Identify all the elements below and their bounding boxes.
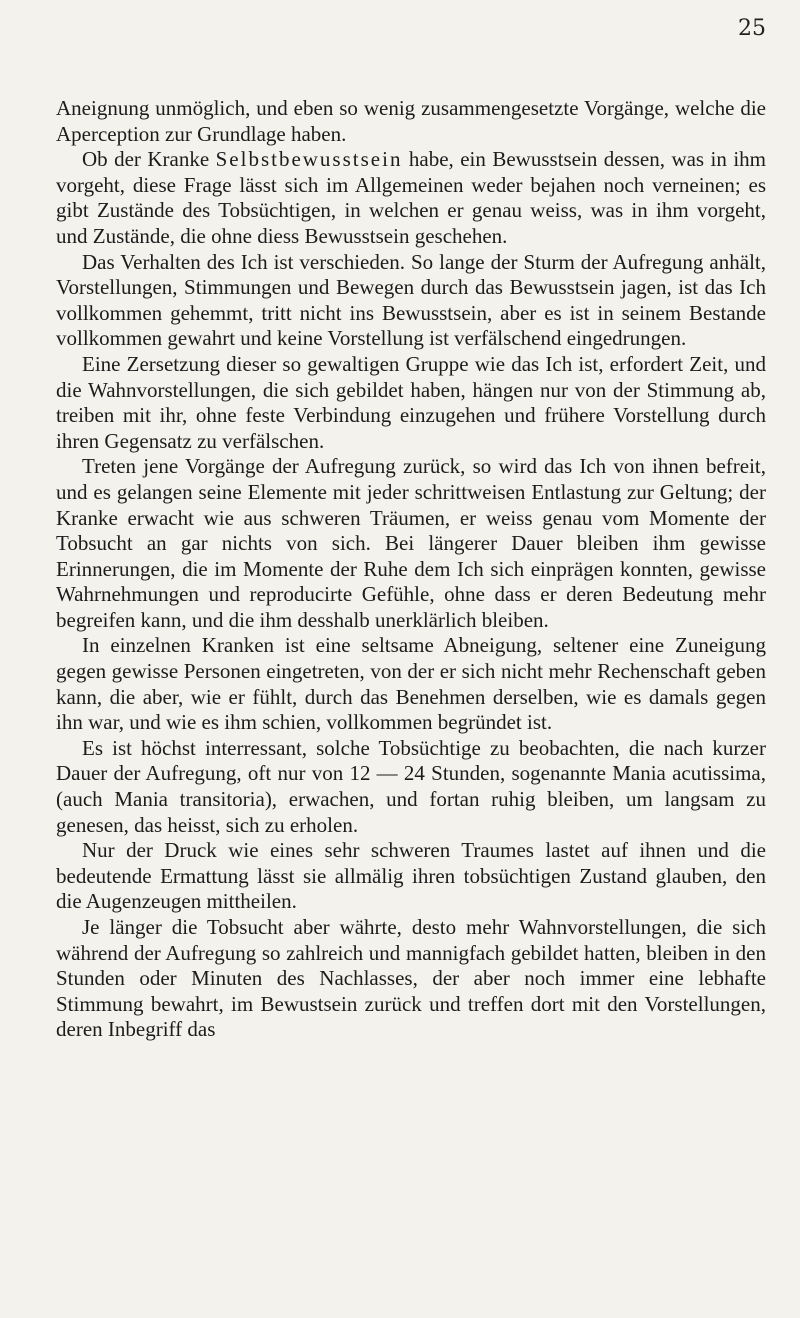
- body-text: [56, 96, 766, 1043]
- paragraph-8: Nur der Druck wie eines sehr schweren Traumes lastet auf ihnen und die bedeutende Ermattung lässt sie allmälig ihren tobsüchtigen Zustand glauben, den die Augenzeugen mittheilen.: [56, 838, 766, 914]
- paragraph-6: In einzelnen Kranken ist eine seltsame Abneigung, seltener eine Zuneigung gegen gewisse Personen eingetreten, von der er sich nicht mehr Rechenschaft geben kann, die aber, wie er fühlt, durch das Benehmen derselben, wie es damals gegen ihn war, und wie es ihm schien, vollkommen begründet ist.: [56, 633, 766, 735]
- paragraph-2: [56, 147, 766, 249]
- paragraph-3: Das Verhalten des Ich ist verschieden. So lange der Sturm der Aufregung anhält, Vorstellungen, Stimmungen und Bewegen durch das Bewusstsein jagen, ist das Ich vollkommen gehemmt, tritt nicht ins Bewusstsein, aber es ist in seinem Bestande vollkommen gewahrt und keine Vorstellung ist verfälschend eingedrungen.: [56, 249, 766, 351]
- paragraph-7: Es ist höchst interressant, solche Tobsüchtige zu beobachten, die nach kurzer Dauer der Aufregung, oft nur von 12 — 24 Stunden, sogenannte Mania acutissima, (auch Mania transitoria), erwachen, und fortan ruhig bleiben, um langsam zu genesen, das heisst, sich zu erholen.: [56, 735, 766, 837]
- paragraph-9: Je länger die Tobsucht aber währte, desto mehr Wahnvorstellungen, die sich während der Aufregung so zahlreich und mannigfach gebildet hatten, bleiben in den Stunden oder Minuten des Nachlasses, der aber noch immer eine lebhafte Stimmung bewahrt, im Bewustsein zurück und treffen dort mit den Vorstellungen, deren Inbegriff das: [56, 915, 766, 1042]
- paragraph-2-start: Ob der Kranke: [82, 147, 216, 172]
- paragraph-5: Treten jene Vorgänge der Aufregung zurück, so wird das Ich von ihnen befreit, und es gelangen seine Elemente mit jeder schrittweisen Entlastung zur Geltung; der Kranke erwacht wie aus schweren Träumen, er weiss genau vom Momente der Tobsucht an gar nichts von sich. Bei längerer Dauer bleiben ihm gewisse Erinnerungen, die im Momente der Ruhe dem Ich sich einprägen konnten, gewisse Wahrnehmungen und reproducirte Gefühle, ohne dass er deren Bedeutung mehr begreifen kann, und die ihm desshalb unerklärlich bleiben.: [56, 454, 766, 632]
- paragraph-4: Eine Zersetzung dieser so gewaltigen Gruppe wie das Ich ist, erfordert Zeit, und die Wahnvorstellungen, die sich gebildet haben, hängen nur von der Stimmung ab, treiben mit ihr, ohne feste Verbindung einzugehen und frühere Vorstellung durch ihren Gegensatz zu verfälschen.: [56, 351, 766, 453]
- page-number: 25: [738, 16, 766, 41]
- paragraph-1: Aneignung unmöglich, und eben so wenig zusammengesetzte Vorgänge, welche die Aperception zur Grundlage haben.: [56, 96, 766, 146]
- paragraph-2-end: habe, ein Bewusstsein dessen, was in ihm vorgeht, diese Frage lässt sich im Allgemeinen weder bejahen noch verneinen; es gibt Zustände des Tobsüchtigen, in welchen er genau weiss, was in ihm vorgeht, und Zustände, die ohne diess Bewusstsein geschehen.: [56, 147, 766, 248]
- emphasized-term: Selbstbewusstsein: [215, 147, 403, 172]
